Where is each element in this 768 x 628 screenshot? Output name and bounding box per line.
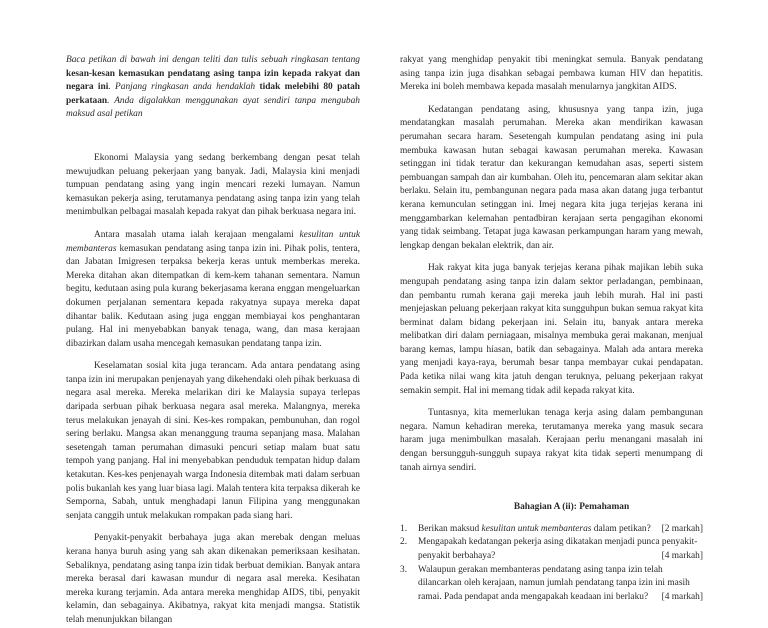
instructions: Baca petikan di bawah ini dengan teliti dan tulis sebuah ringkasan tentang kesan-kesan kemasukan pendatang asing tanpa izin kepada rakyat dan negara ini. Panjang ringkasan anda hendaklah tidak melebihi 80 patah perkataan. Anda digalakkan menggunakan ayat sendiri tanpa mengubah maksud asal petikan: [66, 55, 360, 120]
question-item: [400, 523, 703, 537]
passage-paragraph-4-continued: rakyat yang menghidap penyakit tibi meningkat semula. Banyak pendatang asing tanpa izin juga disahkan sebagai pembawa kuman HIV dan hepatitis. Mereka ini boleh membawa kepada masalah menularnya jangkitan AIDS.: [400, 55, 703, 93]
passage-paragraph-3: Keselamatan sosial kita juga terancam. Ada antara pendatang asing tanpa izin ini merupakan penjenayah yang dikehendaki oleh pihak berkuasa di negara asal mereka. Mereka melarikan diri ke Malaysia supaya terlepas daripada serbuan pihak berkuasa negara asal mereka. Malangnya, mereka terus melakukan jenayah di sini. Kes-kes rompakan, pembunuhan, dan rogol sering berlaku. Mangsa akan menanggung trauma sepanjang masa. Malahan sesetengah taman perumahan dimasuki pencuri setiap malam buat satu tempoh yang panjang. Hal ini menyebabkan penduduk tempatan hidup dalam ketakutan. Kes-kes penjenayah warga Indonesia ditembak mati dalam serbuan polis bukanlah kes yang luar biasa lagi. Malah tentera kita terpaksa dikerah ke Semporna, Sabah, untuk menghadapi lanun Filipina yang menggunakan senjata canggih untuk melakukan rompakan pada siang hari.: [66, 361, 360, 521]
question-mark: [2 markah]: [661, 523, 703, 534]
question-item: [400, 564, 703, 605]
question-text: Walaupun gerakan membanteras pendatang asing tanpa izin telah dilancarkan oleh kerajaan, namun jumlah pendatang tanpa izin ini masih ramai. Pada pendapat anda mengapakah keadaan ini berlaku?: [418, 564, 690, 602]
left-column: [66, 54, 360, 628]
question-number: 3.: [400, 564, 408, 575]
question-item: [400, 536, 703, 563]
section-title: Bahagian A (ii): Pemahaman: [513, 502, 630, 513]
right-column: [400, 54, 703, 604]
question-list: [400, 523, 703, 605]
passage-paragraph-6: Hak rakyat kita juga banyak terjejas kerana pihak majikan lebih suka mengupah pendatang asing tanpa izin dalam sektor perladangan, pembinaan, dan pembantu rumah kerana gaji mereka jauh lebih murah. Hal ini pasti menjejaskan peluang pekerjaan rakyat kita sungguhpun bukan semua rakyat kita berminat dalam bidang pekerjaan ini. Selain itu, banyak antara mereka melibatkan diri dalam perniagaan, misalnya membuka gerai makanan, menjual barang kemas, lampu hiasan, batik dan sebagainya. Malah ada antara mereka yang menjadi kaya-raya, berumah besar tanpa membayar cukai pendapatan. Pada ketika nilai wang kita jatuh dengan teruknya, peluang pekerjaan rakyat semakin sempit. Hal ini memang tidak adil kepada rakyat kita.: [400, 263, 703, 396]
question-mark: [4 markah]: [661, 551, 703, 561]
passage-paragraph-1: Ekonomi Malaysia yang sedang berkembang dengan pesat telah mewujudkan peluang pekerjaan yang banyak. Jadi, Malaysia kini menjadi tumpuan pendatang asing yang ingin mencari rezeki lumayan. Namun kemasukan pekerja asing, terutamanya pendatang asing tanpa izin yang telah menimbulkan pelbagai masalah kepada rakyat dan pihak berkuasa negara ini.: [66, 152, 360, 218]
question-mark: [4 markah]: [661, 591, 703, 602]
passage-paragraph-4: Penyakit-penyakit berbahaya juga akan merebak dengan meluas kerana hanya buruh asing yang sah akan dikenakan pemeriksaan kesihatan. Sebaliknya, pendatang asing tanpa izin tidak berbuat demikian. Banyak antara mereka berasal dari kawasan mundur di negara asal mereka. Kesihatan mereka kurang terjamin. Ada antara mereka menghidap AIDS, tibi, penyakit kelamin, dan sebagainya. Akibatnya, rakyat kita menjadi mangsa. Statistik telah menunjukkan bilangan: [66, 533, 360, 625]
question-text: Mengapakah kedatangan pekerja asing dikatakan menjadi punca penyakit-penyakit berbahaya?: [418, 537, 698, 561]
question-number: 2.: [400, 537, 408, 548]
question-text: Berikan maksud kesulitan untuk membanteras dalam petikan?: [418, 523, 651, 534]
question-number: 1.: [400, 523, 408, 534]
passage-paragraph-5: Kedatangan pendatang asing, khususnya yang tanpa izin, juga mendatangkan masalah perumahan. Mereka akan mendirikan kawasan perumahan secara haram. Sesetengah kumpulan pendatang asing ini pula membuka kawasan hutan sebagai kawasan perumahan mereka. Kawasan setinggan ini tidak teratur dan kekurangan kemudahan asas, seperti sistem pembuangan sampah dan air kumbahan. Oleh itu, pencemaran alam sekitar akan berlaku. Selain itu, pembangunan negara pada masa akan datang juga terbantut kerana kemunculan setinggan ini. Imej negara kita juga terjejas kerana ini menggambarkan kelemahan pentadbiran kerajaan serta pengagihan ekonomi yang tidak seimbang. Tetapat juga kawasan perkampungan haram yang mewah, lengkap dengan bekalan elektrik, dan air.: [400, 104, 703, 251]
passage-paragraph-7: Tuntasnya, kita memerlukan tenaga kerja asing dalam pembangunan negara. Namun kehadiran mereka, terutamanya mereka yang masuk secara haram juga menimbulkan masalah. Kerajaan perlu menangani masalah ini dengan bersungguh-sungguh supaya rakyat kita tidak seperti menumpang di tanah airnya sendiri.: [400, 408, 703, 473]
passage-paragraph-2: Antara masalah utama ialah kerajaan mengalami kesulitan untuk membanteras kemasukan pendatang asing tanpa izin ini. Pihak polis, tentera, dan Jabatan Imigresen terpaksa bekerja keras untuk memberkas mereka. Mereka ditahan akan ditempatkan di kem-kem tahanan sementara. Namun begitu, kedutaan asing pula kurang bekerjasama kerana enggan mengeluarkan dokumen perjalanan sementara kepada rakyatnya supaya mereka dapat dihantar balik. Kedutaan asing juga enggan membiayai kos penghantaran pulang. Hal ini menyebabkan banyak tenaga, wang, dan masa kerajaan dibazirkan dalam usaha mencegah kemasukan pendatang tanpa izin.: [66, 229, 360, 349]
